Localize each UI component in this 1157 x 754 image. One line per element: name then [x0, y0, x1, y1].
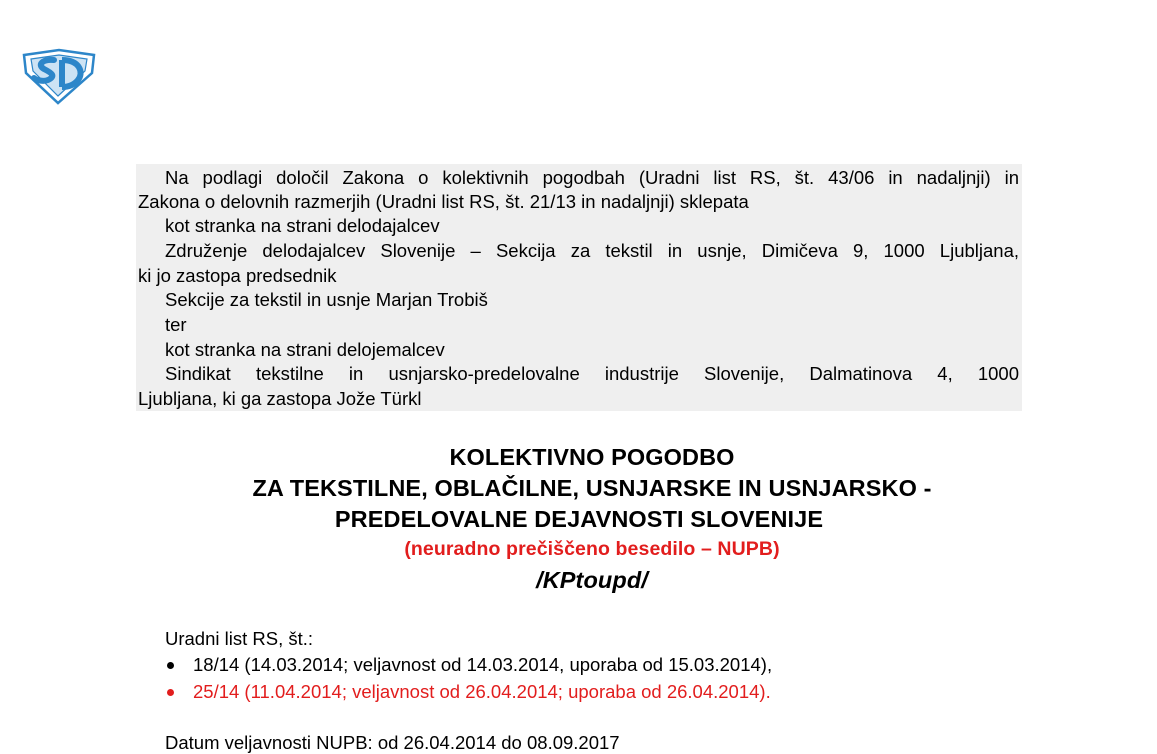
list-bullet	[167, 689, 174, 696]
preamble-line: kot stranka na strani delodajalcev	[165, 215, 440, 236]
sd-shield-logo-icon	[22, 47, 96, 105]
preamble-line: Na podlagi določil Zakona o kolektivnih pogodbah (Uradni list RS, št. 43/06 in nadaljnji) in	[165, 167, 1019, 188]
preamble-line: ter	[165, 314, 187, 335]
document-title-line: PREDELOVALNE DEJAVNOSTI SLOVENIJE	[334, 506, 824, 532]
preamble-line: Sekcije za tekstil in usnje Marjan Trobiš	[165, 289, 488, 310]
preamble-line: kot stranka na strani delojemalcev	[165, 339, 445, 360]
preamble-line: Zakona o delovnih razmerjih (Uradni list RS, št. 21/13 in nadaljnji) sklepata	[138, 191, 749, 212]
document-title-line: KOLEKTIVNO POGODBO	[449, 444, 735, 470]
preamble-line: ki jo zastopa predsednik	[138, 265, 337, 286]
document-title-line: ZA TEKSTILNE, OBLAČILNE, USNJARSKE IN USNJARSKO -	[252, 475, 932, 501]
gazette-item: 18/14 (14.03.2014; veljavnost od 14.03.2014, uporaba od 15.03.2014),	[193, 654, 773, 675]
validity-date: Datum veljavnosti NUPB: od 26.04.2014 do 08.09.2017	[165, 732, 620, 753]
preamble-line: Združenje delodajalcev Slovenije – Sekcija za tekstil in usnje, Dimičeva 9, 1000 Ljubljana,	[165, 240, 1019, 261]
preamble-block	[136, 164, 1022, 411]
document-abbreviation: /KPtoupd/	[536, 567, 648, 593]
nupb-subtitle: (neuradno prečiščeno besedilo – NUPB)	[404, 538, 780, 560]
gazette-item: 25/14 (11.04.2014; veljavnost od 26.04.2014; uporaba od 26.04.2014).	[193, 681, 771, 702]
preamble-line: Ljubljana, ki ga zastopa Jože Türkl	[138, 388, 422, 409]
list-bullet	[167, 662, 174, 669]
gazette-label: Uradni list RS, št.:	[165, 628, 314, 649]
preamble-line: Sindikat tekstilne in usnjarsko-predelovalne industrije Slovenije, Dalmatinova 4, 1000	[165, 363, 1019, 384]
